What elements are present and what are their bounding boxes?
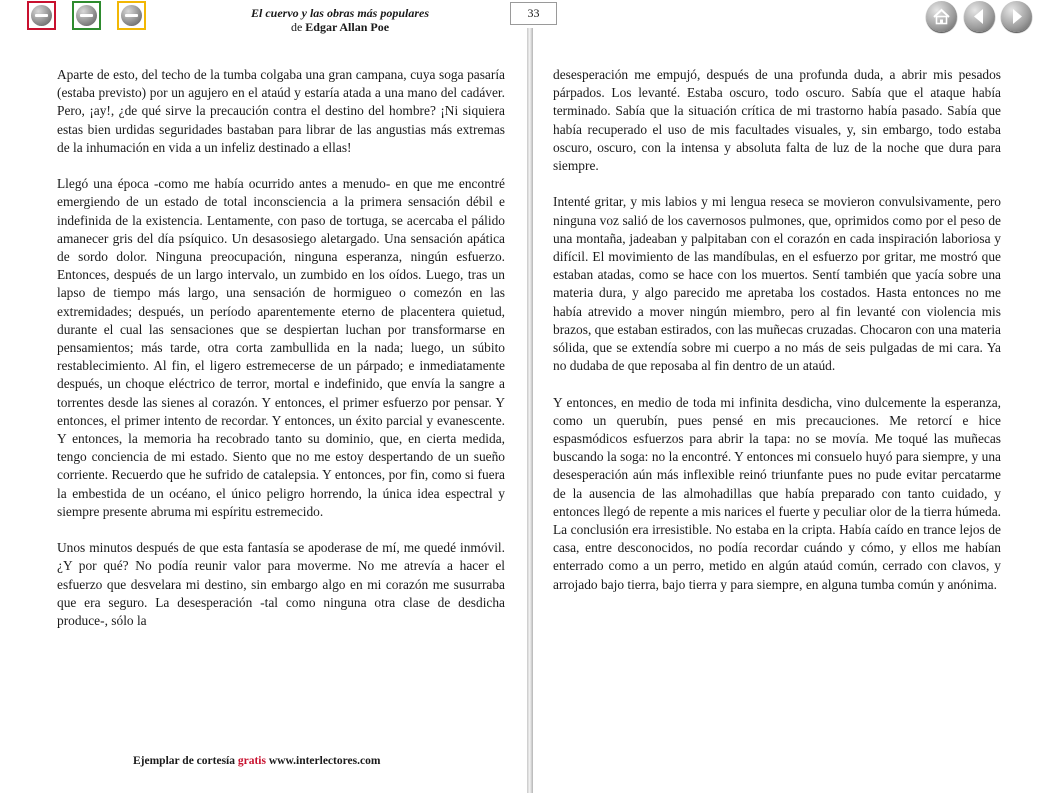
footer-site-link[interactable]: www.interlectores.com bbox=[268, 755, 381, 767]
arrow-left-icon bbox=[964, 1, 995, 32]
minus-icon bbox=[76, 5, 97, 26]
minimize-button[interactable] bbox=[72, 1, 101, 30]
minus-icon bbox=[31, 5, 52, 26]
right-column bbox=[553, 66, 1001, 594]
home-icon bbox=[926, 1, 957, 32]
paragraph: Unos minutos después de que esta fantasía se apoderase de mí, me quedé inmóvil. ¿Y por qué? No podía reunir valor para moverme. No me atrevía a hacer el esfuerzo que desvelara mi destino, sin embargo algo en mi corazón me susurraba que era seguro. La desesperación -tal como ninguna otra clase de desdicha produce-, sólo la bbox=[57, 540, 505, 629]
footer-gratis: gratis bbox=[237, 755, 266, 767]
paragraph: Intenté gritar, y mis labios y mi lengua reseca se movieron convulsivamente, pero ninguna voz salió de los cavernosos pulmones, que, oprimidos como por el peso de una montaña, jadeaban y palpitaban con el corazón en cada inspiración laboriosa y difícil. El movimiento de las mandíbulas, en el esfuerzo por gritar, me mostró que estaban atadas, como se hace con los muertos. Sentí también que yacía sobre una materia dura, y algo parecido me apretaba los costados. Hasta entonces no me había atrevido a mover ningún miembro, pero al fin levanté con violencia mis brazos, que estaban estirados, con las muñecas cruzadas. Chocaron con una materia sólida, que se extendía sobre mi cuerpo a no más de seis pulgadas de mi cara. Ya no dudaba de que reposaba al fin dentro de un ataúd. bbox=[553, 194, 1001, 374]
arrow-right-icon bbox=[1001, 1, 1032, 32]
maximize-button[interactable] bbox=[117, 1, 146, 30]
paragraph: Y entonces, en medio de toda mi infinita desdicha, vino dulcemente la esperanza, como un querubín, pues pensé en mis precauciones. Me retorcí e hice espasmódicos esfuerzos para abrir la tapa: no se movía. Me toqué las muñecas buscando la soga: no la encontré. Y entonces mi consuelo huyó para siempre, y una desesperación aún más inflexible reinó triunfante pues no pude evitar percatarme de la ausencia de las almohadillas que había preparado con tanto cuidado, y entonces llegó de repente a mis narices el fuerte y peculiar olor de la tierra húmeda. La conclusión era irresistible. No estaba en la cripta. Había caído en trance lejos de casa, entre desconocidos, no podía recordar cuándo y cómo, y ellos me habían enterrado como a un perro, metido en algún ataúd común, cerrado con clavos, y arrojado bajo tierra, bajo tierra y para siempre, en alguna tumba común y anónima. bbox=[553, 394, 1001, 592]
minus-icon bbox=[121, 5, 142, 26]
previous-page-button[interactable] bbox=[964, 1, 995, 32]
close-button[interactable] bbox=[27, 1, 56, 30]
paragraph: Llegó una época -como me había ocurrido antes a menudo- en que me encontré emergiendo de un estado de total inconsciencia a la primera sensación débil e indefinida de la existencia. Lentamente, con paso de tortuga, se acercaba el pálido amanecer gris del día psíquico. Un desasosiego aletargado. Una sensación apática de sordo dolor. Ninguna preocupación, ninguna esperanza, ningún esfuerzo. Entonces, después de un largo intervalo, un zumbido en los oídos. Luego, tras un lapso de tiempo más largo, una sensación de hormigueo o comezón en las extremidades; después, un período aparentemente eterno de placentera quietud, durante el cual las sensaciones que se despiertan luchan por transformarse en pensamientos; más tarde, otra corta zambullida en la nada; luego, un súbito restablecimiento. Al fin, el ligero estremecerse de un párpado; e inmediatamente después, un choque eléctrico de terror, mortal e indefinido, que envía la sangre a torrentes desde las sienes al corazón. Y entonces, el primer esfuerzo por pensar. Y entonces, el primer intento de recordar. Y entonces, un éxito parcial y evanescente. Y entonces, la memoria ha recobrado tanto su dominio, que, en cierta medida, tengo conciencia de mi estado. Siento que no me estoy despertando de un sueño corriente. Recuerdo que he sufrido de catalepsia. Y entonces, por fin, como si fuera la embestida de un océano, el único peligro horrendo, la única idea espectral y siempre presente abruma mi espíritu estremecido. bbox=[57, 176, 505, 519]
paragraph: Aparte de esto, del techo de la tumba colgaba una gran campana, cuya soga pasaría (estaba previsto) por un agujero en el ataúd y estaría atada a una mano del cadáver. Pero, ¡ay!, ¿de qué sirve la precaución contra el destino del hombre? ¡Ni siquiera estas bien urdidas seguridades bastaban para librar de las angustias más extremas de la inhumación en vida a un infeliz destinado a ellas! bbox=[57, 67, 505, 155]
home-button[interactable] bbox=[926, 1, 957, 32]
author-line bbox=[220, 20, 460, 34]
left-column bbox=[57, 66, 505, 630]
footer-prefix: Ejemplar de cortesía bbox=[133, 755, 235, 767]
author-prefix: de bbox=[290, 20, 303, 34]
paragraph: desesperación me empujó, después de una profunda duda, a abrir mis pesados párpados. Los levanté. Estaba oscuro, todo oscuro. Sabía que el ataque había terminado. Sabía que la situación crítica de mi trastorno había pasado. Sabía que había recuperado el uso de mis facultades visuales, y, sin embargo, todo estaba oscuro, oscuro, con la intensa y absoluta falta de luz de la noche que dura para siempre. bbox=[553, 67, 1001, 174]
page-number: 33 bbox=[510, 2, 557, 25]
next-page-button[interactable] bbox=[1001, 1, 1032, 32]
footer bbox=[133, 755, 380, 767]
document-title bbox=[220, 6, 460, 34]
page-gutter bbox=[527, 28, 533, 793]
author-name: Edgar Allan Poe bbox=[305, 20, 390, 34]
book-title: El cuervo y las obras más populares bbox=[250, 6, 429, 20]
